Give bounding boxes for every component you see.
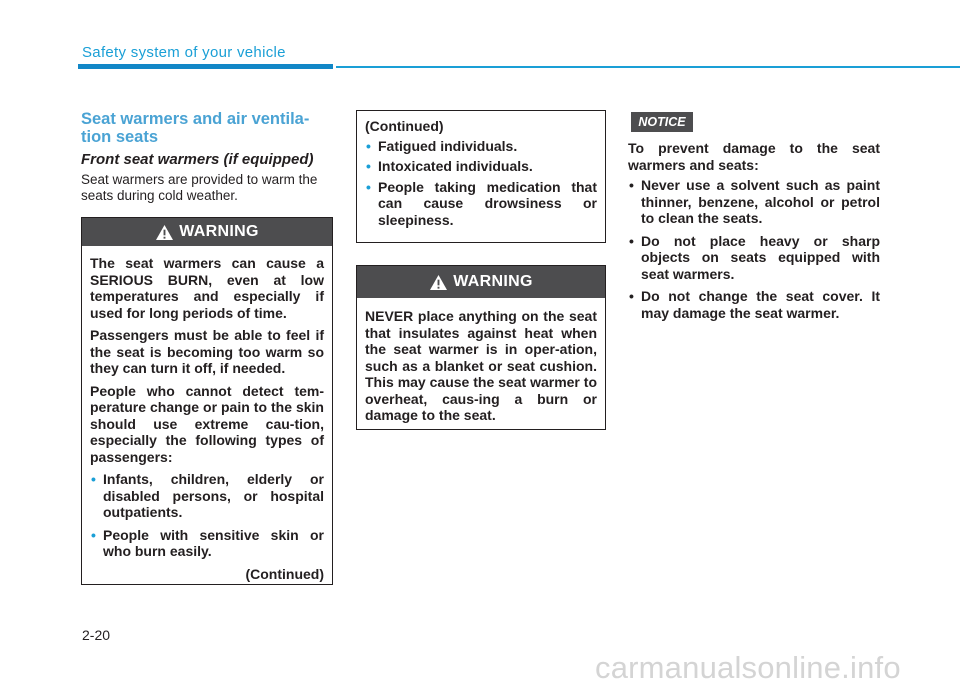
list-item: • Intoxicated individuals. [365,158,597,175]
warning-paragraph: Passengers must be able to feel if the seat is becoming too warm so they can turn it off, if needed. [90,327,324,376]
list-item: • People with sensitive skin or who burn easily. [90,527,324,560]
notice-badge: NOTICE [631,112,693,132]
warning-paragraph: The seat warmers can cause a SERIOUS BURN, even at low temperatures and especially if used for long periods of time. [90,255,324,321]
list-item: • People taking medication that can cause drowsiness or sleepiness. [365,179,597,229]
warning-box-2 [356,265,606,430]
warning-box-1 [81,217,333,585]
section-title: Seat warmers and air ventila-tion seats [81,110,310,146]
section-intro: Seat warmers are provided to warm the seats during cold weather. [81,172,318,203]
warning-paragraph: People who cannot detect tem-perature change or pain to the skin should use extreme cau-tion, especially the following types of passengers: [90,382,324,465]
list-item: • Never use a solvent such as paint thinner, benzene, alcohol or petrol to clean the seats. [628,177,880,227]
notice-intro: To prevent damage to the seat warmers and seats: [628,140,880,173]
list-item: • Do not place heavy or sharp objects on seats equipped with seat warmers. [628,233,880,283]
page-number: 2-20 [82,627,111,643]
header-title: Safety system of your vehicle [82,44,286,61]
list-item: • Infants, children, elderly or disabled persons, or hospital outpatients. [90,471,324,521]
list-item: • Fatigued individuals. [365,138,597,155]
continued-box-label: (Continued) [365,118,444,134]
warning-triangle-icon [155,224,174,241]
continued-box [356,110,606,243]
notice-content [628,140,880,327]
header-bar [78,64,333,69]
warning-box-2-header [357,266,605,298]
warning-paragraph: NEVER place anything on the seat that insulates against heat when the seat warmer is in oper-ation, such as a blanket or seat cushion. This may cause the seat warmer to overheat, caus-ing a burn or damage to the seat. [365,308,597,423]
warning-label: WARNING [179,223,259,240]
warning-box-1-header [82,218,332,246]
header-rule [336,66,960,68]
list-item: • Do not change the seat cover. It may damage the seat warmer. [628,288,880,321]
watermark: carmanualsonline.info [595,650,901,685]
section-subtitle: Front seat warmers (if equipped) [81,151,314,168]
warning-triangle-icon [429,274,448,291]
warning-label: WARNING [453,273,533,290]
continued-label: (Continued) [245,565,324,582]
